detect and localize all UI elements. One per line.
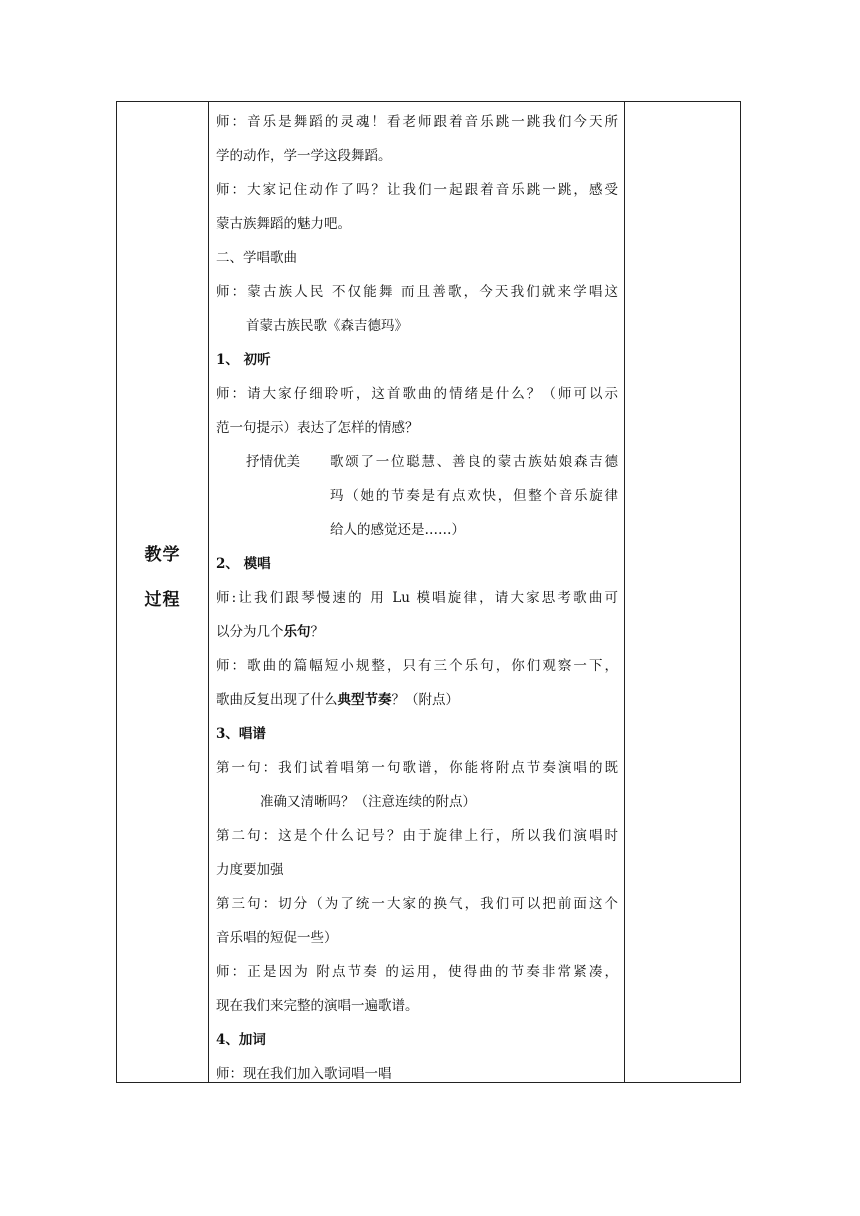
text-run: ？（附点） — [391, 692, 459, 708]
text-line: 力度要加强 — [216, 862, 284, 878]
text-line: 师：正是因为 附点节奏 的运用，使得曲的节奏非常紧凑， — [216, 964, 618, 980]
text-line: 师：蒙古族人民 不仅能舞 而且善歌，今天我们就来学唱这 — [216, 284, 618, 300]
text-run: 歌曲反复出现了什么 — [216, 692, 338, 708]
text-line: 范一句提示）表达了怎样的情感？ — [216, 420, 419, 436]
text-run-bold: 典型节奏 — [337, 692, 392, 708]
text-line: 第三句：切分（为了统一大家的换气，我们可以把前面这个 — [216, 896, 618, 912]
column-divider — [208, 102, 209, 1082]
text-line: 给人的感觉还是……） — [330, 522, 465, 538]
text-line: 第一句：我们试着唱第一句歌谱，你能将附点节奏演唱的既 — [216, 760, 618, 776]
text-line — [216, 691, 459, 709]
text-line: 师：歌曲的篇幅短小规整，只有三个乐句，你们观察一下， — [216, 658, 618, 674]
subsection-heading: 4、加词 — [216, 1032, 266, 1048]
subsection-heading: 3、唱谱 — [216, 726, 266, 742]
mood-label: 抒情优美 — [246, 454, 300, 470]
text-line: 师：请大家仔细聆听，这首歌曲的情绪是什么？（师可以示 — [216, 386, 618, 402]
text-line: 现在我们来完整的演唱一遍歌谱。 — [216, 998, 419, 1014]
text-line: 音乐唱的短促一些） — [216, 930, 338, 946]
text-line: 歌颂了一位聪慧、善良的蒙古族姑娘森吉德 — [330, 454, 618, 470]
section-heading: 二、学唱歌曲 — [216, 250, 297, 266]
text-line: 师：大家记住动作了吗？让我们一起跟着音乐跳一跳，感受 — [216, 182, 618, 198]
text-run-bold: 乐句 — [283, 624, 311, 640]
text-line: 师：现在我们加入歌词唱一唱 — [216, 1066, 392, 1082]
text-run: ？ — [310, 624, 324, 640]
section-label-line-1: 教学 — [144, 545, 181, 565]
column-divider — [624, 102, 625, 1082]
text-line: 蒙古族舞蹈的魅力吧。 — [216, 216, 351, 232]
text-line: 师:让我们跟琴慢速的 用 Lu 模唱旋律，请大家思考歌曲可 — [216, 590, 618, 606]
lesson-table — [116, 101, 741, 1083]
text-line — [216, 623, 324, 641]
text-line: 学的动作，学一学这段舞蹈。 — [216, 148, 392, 164]
subsection-heading: 1、 初听 — [216, 352, 271, 368]
text-line: 准确又清晰吗？（注意连续的附点） — [260, 794, 476, 810]
text-line: 第二句：这是个什么记号？由于旋律上行，所以我们演唱时 — [216, 828, 618, 844]
text-line: 玛（她的节奏是有点欢快，但整个音乐旋律 — [330, 488, 618, 504]
text-line: 师：音乐是舞蹈的灵魂！看老师跟着音乐跳一跳我们今天所 — [216, 114, 618, 130]
text-run: 以分为几个 — [216, 624, 284, 640]
text-line: 首蒙古族民歌《森吉德玛》 — [246, 318, 408, 334]
section-label-line-2: 过程 — [144, 590, 181, 610]
subsection-heading: 2、 模唱 — [216, 556, 271, 572]
